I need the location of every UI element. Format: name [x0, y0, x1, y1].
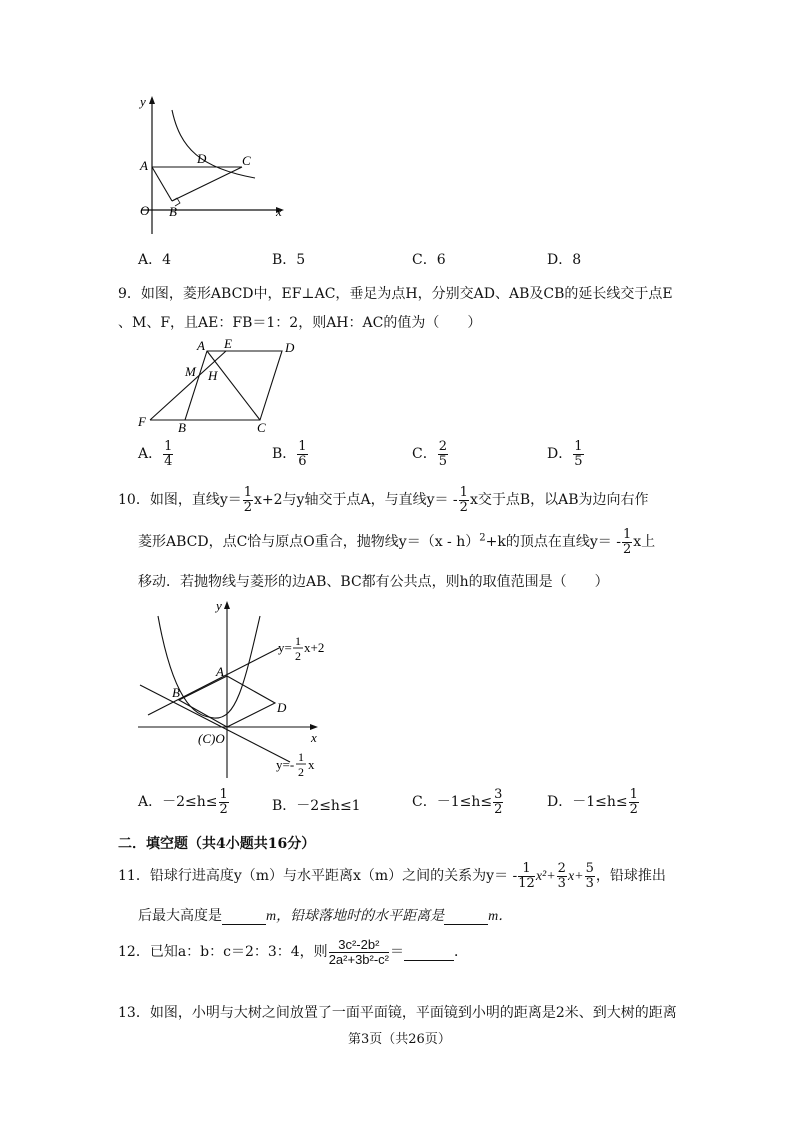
q10-line1-label-den: 2 [295, 649, 301, 663]
q8-label-B: B [169, 204, 177, 219]
q10-l1-f1-num: 1 [243, 485, 253, 500]
q12-c: ． [454, 944, 469, 961]
section-title: 二．填空题（共4小题共16分） [118, 836, 316, 852]
q9-option-d-den: 5 [574, 453, 583, 469]
q10-option-c [412, 788, 504, 816]
q10-label-CO: (C)O [198, 731, 225, 746]
q10-line2-label-a: y=- [276, 757, 295, 772]
q10-option-a [138, 788, 230, 816]
q9-option-a-num: 1 [164, 439, 173, 454]
q9-option-a [138, 440, 174, 468]
q11-f2-den: 3 [557, 875, 566, 891]
q10-label-y: y [216, 598, 222, 613]
page-footer: 第3页（共26页） [348, 1032, 451, 1047]
q8-figure [130, 88, 290, 236]
q10-l2-c: x上 [633, 534, 656, 551]
q13-line1: 13．如图，小明与大树之间放置了一面平面镜，平面镜到小明的距离是2米、到大树的距离 [118, 1005, 677, 1021]
q10-l2-sup: 2 [479, 532, 486, 544]
q11-blank-distance[interactable] [444, 908, 488, 925]
q8-label-O: O [140, 203, 150, 218]
q9-label-H: H [208, 368, 218, 383]
q10-text-line3: 移动．若抛物线与菱形的边AB、BC都有公共点，则h的取值范围是（ ） [138, 574, 609, 590]
q10-option-d-num: 1 [629, 787, 638, 802]
q12-a: 12．已知a：b：c＝2：3：4，则 [118, 944, 328, 961]
q12-den: 2a²+3b²-c² [328, 951, 390, 967]
q9-option-b [272, 440, 309, 468]
q11-f3-den: 3 [585, 875, 594, 891]
q8-option-c: C．6 [412, 252, 446, 268]
q10-line2-label-num: 1 [298, 750, 304, 764]
q10-option-c-pre: C．－1≤h≤ [412, 794, 493, 811]
q9-label-F: F [138, 414, 146, 429]
q10-text-line1 [118, 486, 649, 514]
q10-l1-c: x交于点B，以AB为边向右作 [469, 492, 649, 509]
q10-l1-f1-den: 2 [243, 499, 253, 515]
q10-label-D: D [277, 700, 287, 715]
q10-option-a-num: 1 [219, 787, 228, 802]
q12-b: ＝ [390, 944, 405, 961]
q9-option-b-den: 6 [298, 453, 307, 469]
q12-num: 3c²-2b² [329, 938, 389, 953]
q9-option-d-label: D． [547, 446, 573, 463]
q10-option-a-pre: A．－2≤h≤ [138, 794, 218, 811]
q11-line1 [118, 862, 666, 890]
q11-line2-b: m，铅球落地时的水平距离是 [266, 909, 445, 924]
q10-option-c-den: 2 [494, 801, 503, 817]
q9-option-a-label: A． [138, 446, 163, 463]
q10-l1-a: 10．如图，直线y＝ [118, 492, 242, 509]
q9-label-D: D [285, 340, 295, 355]
q11-c: x+ [567, 869, 584, 885]
q10-l2-f-num: 1 [622, 527, 632, 542]
q11-b: x²+ [535, 869, 556, 885]
q8-label-y: y [140, 94, 146, 109]
q10-option-b: B．－2≤h≤1 [272, 798, 361, 814]
q10-option-c-num: 3 [494, 787, 503, 802]
q9-figure [132, 334, 322, 436]
q10-line1-label-a: y= [278, 640, 292, 655]
q11-f1-num: 1 [518, 862, 535, 877]
q8-label-x: x [276, 204, 282, 219]
q12-line [118, 938, 468, 966]
q10-l2-f-den: 2 [622, 541, 632, 557]
q11-f1-den: 12 [518, 875, 535, 891]
q8-option-d: D．8 [547, 252, 582, 268]
q10-option-d-den: 2 [629, 801, 638, 817]
q10-option-a-den: 2 [219, 801, 228, 817]
q10-line1-label-b: x+2 [304, 640, 325, 655]
q10-l1-b: x+2与y轴交于点A，与直线y＝ - [254, 492, 458, 509]
q8-label-D: D [197, 151, 207, 166]
q9-option-d [547, 440, 585, 468]
q9-option-d-num: 1 [574, 439, 583, 454]
q11-line2-c: m． [488, 909, 513, 924]
q10-l2-a: 菱形ABCD，点C恰与原点O重合，抛物线y＝（x - h） [138, 534, 480, 551]
q10-label-x: x [311, 730, 317, 745]
q11-blank-height[interactable] [222, 908, 266, 925]
q9-option-a-den: 4 [164, 453, 173, 469]
q10-l1-f2-den: 2 [459, 499, 468, 515]
q11-f3-num: 5 [585, 861, 594, 876]
q10-option-d-pre: D．－1≤h≤ [547, 794, 628, 811]
q8-option-a: A．4 [138, 252, 172, 268]
q9-text-line2: 、M、F，且AE：FB＝1：2，则AH：AC的值为（ ） [118, 315, 482, 331]
q9-label-C: C [257, 420, 266, 435]
q11-a: 11．铅球行进高度y（m）与水平距离x（m）之间的关系为y＝ - [118, 868, 518, 885]
q11-line2-a: 后最大高度是 [138, 908, 222, 924]
q9-option-b-label: B． [272, 446, 297, 463]
q9-label-B: B [178, 420, 186, 435]
q8-option-b: B．5 [272, 252, 306, 268]
q9-text-line1: 9．如图，菱形ABCD中，EF⊥AC，垂足为点H，分别交AD、AB及CB的延长线交于点E [118, 286, 673, 302]
q10-text-line2 [138, 528, 655, 556]
q9-option-c-label: C． [412, 446, 437, 463]
q11-f2-num: 2 [557, 861, 566, 876]
q8-label-C: C [242, 153, 251, 168]
q9-label-A: A [197, 338, 205, 353]
q10-line2-label-den: 2 [298, 765, 304, 779]
q10-label-B: B [172, 685, 180, 700]
q10-figure [132, 596, 342, 780]
q10-l2-b: +k的顶点在直线y＝ - [485, 534, 621, 551]
q8-label-A: A [140, 158, 148, 173]
q11-line2 [138, 905, 512, 925]
q12-blank[interactable] [404, 944, 454, 961]
q10-label-A: A [216, 664, 224, 679]
q9-option-b-num: 1 [298, 439, 307, 454]
q10-l1-f2-num: 1 [459, 485, 468, 500]
q9-label-M: M [185, 364, 196, 379]
q9-option-c-den: 5 [438, 453, 447, 469]
q9-option-c-num: 2 [438, 439, 447, 454]
q10-line2-label-b: x [308, 757, 315, 772]
q9-option-c [412, 440, 449, 468]
q10-line1-label-num: 1 [295, 634, 301, 648]
q9-label-E: E [224, 336, 232, 351]
q10-option-d [547, 788, 640, 816]
q11-d: ，铅球推出 [595, 868, 666, 885]
